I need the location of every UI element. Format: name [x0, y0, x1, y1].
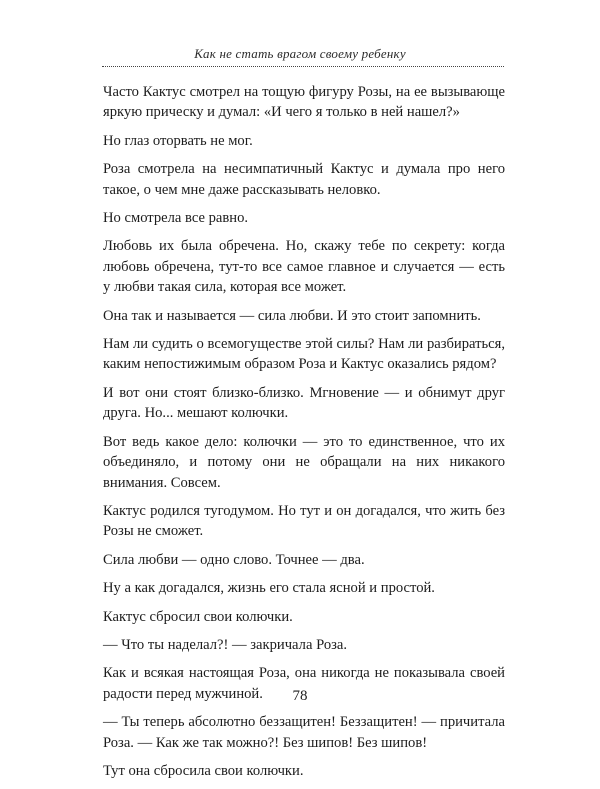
paragraph: Тут она сбросила свои колючки. — [103, 762, 304, 779]
body-text — [103, 82, 505, 789]
paragraph: — Что ты наделал?! — закричала Роза. — [103, 636, 348, 653]
paragraph: — Ты теперь абсолютно беззащитен! Беззащитен! — причитала Роза. — Как же так можно?! Без шипов! Без шипов! — [103, 714, 505, 751]
paragraph: Нам ли судить о всемогуществе этой силы? Нам ли разбираться, каким непостижимым образом Роза и Кактус оказались рядом? — [103, 336, 505, 373]
paragraph: Кактус сбросил свои колючки. — [103, 608, 293, 625]
paragraph: Роза смотрела на несимпатичный Кактус и думала про него такое, о чем мне даже рассказывать неловко. — [103, 161, 505, 198]
paragraph: Вот ведь какое дело: колючки — это то единственное, что их объединяло, и потому они не обращали на них никакого внимания. Совсем. — [103, 433, 505, 491]
paragraph: Как и всякая настоящая Роза, она никогда не показывала своей радости перед мужчиной. — [103, 665, 505, 702]
paragraph: Сила любви — одно слово. Точнее — два. — [103, 551, 365, 568]
paragraph: Но смотрела все равно. — [103, 210, 249, 227]
paragraph: Кактус родился тугодумом. Но тут и он догадался, что жить без Розы не сможет. — [103, 502, 505, 540]
paragraph: Она так и называется — сила любви. И это стоит запомнить. — [103, 307, 481, 324]
paragraph: Любовь их была обречена. Но, скажу тебе по секрету: когда любовь обречена, тут-то все самое главное и случается — есть у любви такая сила, которая все может. — [103, 238, 505, 296]
page-number: 78 — [292, 688, 308, 704]
header-dotted-rule — [102, 66, 504, 67]
paragraph: И вот они стоят близко-близко. Мгновение — и обнимут друг друга. Но... мешают колючки. — [103, 384, 505, 422]
running-head-title: Как не стать врагом своему ребенку — [194, 46, 406, 61]
paragraph: Ну а как догадался, жизнь его стала ясной и простой. — [103, 580, 435, 597]
paragraph: Часто Кактус смотрел на тощую фигуру Розы, на ее вызывающе яркую прическу и думал: «И чего я только в ней нашел?» — [103, 84, 505, 121]
paragraph: Но глаз оторвать не мог. — [103, 132, 253, 149]
